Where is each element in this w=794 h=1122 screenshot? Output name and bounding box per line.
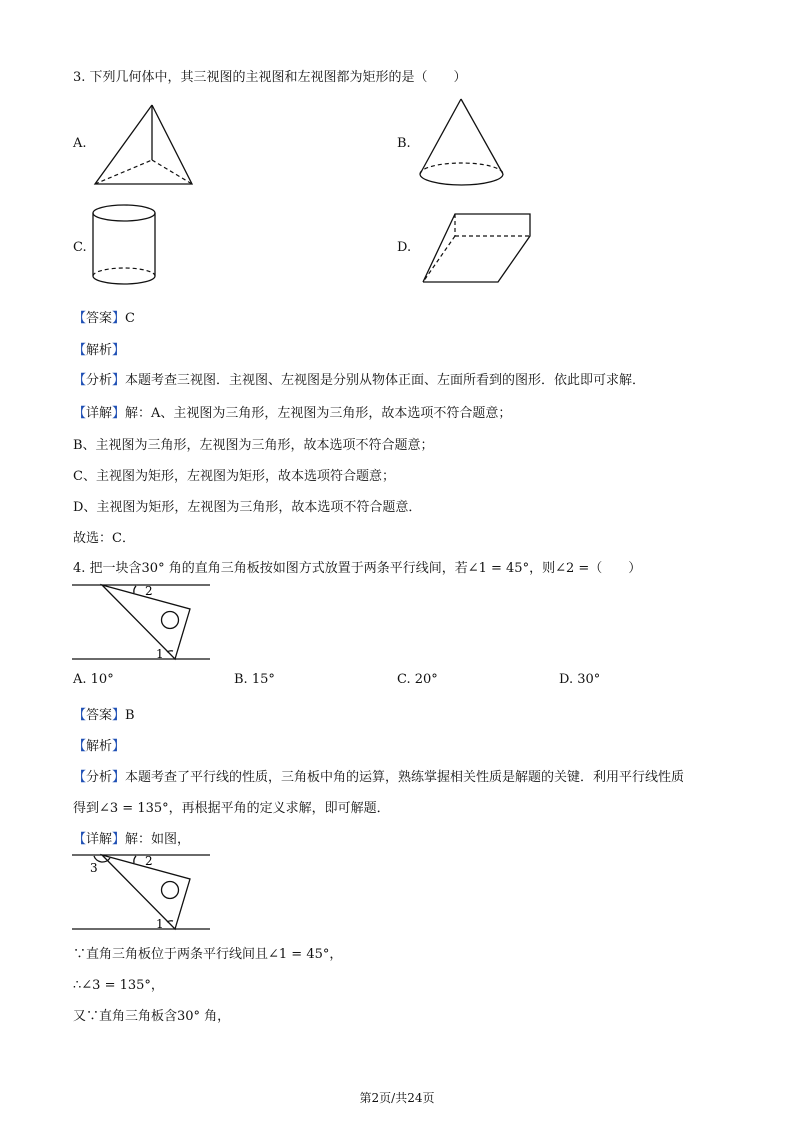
pyramid-figure xyxy=(90,100,200,190)
cone-figure xyxy=(415,95,510,190)
q4-answer: 【答案】B xyxy=(73,708,135,723)
angle-2-label: 2 xyxy=(145,854,153,868)
angle-1-label: 1 xyxy=(156,917,164,931)
page-footer: 第2页/共24页 xyxy=(359,1091,435,1105)
q4-figure xyxy=(72,580,212,664)
q4-fenxi-line-2: 得到∠3 = 135°，再根据平角的定义求解，即可解题． xyxy=(73,801,390,816)
q4-step-3: 又∵直角三角板含30° 角， xyxy=(73,1009,231,1024)
q4-step-1: ∵直角三角板位于两条平行线间且∠1 = 45°， xyxy=(73,947,343,962)
cylinder-figure xyxy=(90,202,162,292)
q4-option-a: A. 10° xyxy=(73,672,114,687)
q4-solution-figure xyxy=(72,850,212,934)
q4-stem: 4. 把一块含30° 角的直角三角板按如图方式放置于两条平行线间，若∠1 = 45°，则∠2 =（ ） xyxy=(73,561,642,576)
q4-option-b: B. 15° xyxy=(234,672,275,687)
q3-xiangjie-line-3: C、主视图为矩形，左视图为矩形，故本选项符合题意； xyxy=(73,469,395,484)
q3-option-d-label: D. xyxy=(397,240,412,255)
q4-option-c: C. 20° xyxy=(397,672,438,687)
q3-answer: 【答案】C xyxy=(73,311,135,326)
q3-fenxi: 【分析】本题考查三视图．主视图、左视图是分别从物体正面、左面所看到的图形．依此即可求解． xyxy=(73,373,646,388)
q4-fenxi-line-1: 【分析】本题考查了平行线的性质，三角板中角的运算，熟练掌握相关性质是解题的关键．利用平行线性质 xyxy=(73,770,685,785)
q4-option-d: D. 30° xyxy=(559,672,601,687)
q3-option-a-label: A. xyxy=(73,136,87,151)
q3-xiangjie-line-1: 【详解】解：A、主视图为三角形，左视图为三角形，故本选项不符合题意； xyxy=(73,406,512,421)
q3-stem: 3. 下列几何体中，其三视图的主视图和左视图都为矩形的是（ ） xyxy=(73,70,467,85)
angle-2-label: 2 xyxy=(145,584,153,598)
q3-analysis-heading: 【解析】 xyxy=(73,343,126,358)
angle-1-label: 1 xyxy=(156,647,164,661)
q3-option-b-label: B. xyxy=(397,136,411,151)
prism-figure xyxy=(418,210,533,288)
q3-xiangjie-line-4: D、主视图为矩形，左视图为三角形，故本选项不符合题意． xyxy=(73,500,422,515)
angle-3-label: 3 xyxy=(90,861,98,875)
q3-option-c-label: C. xyxy=(73,240,87,255)
q3-conclusion: 故选：C． xyxy=(73,531,135,546)
q3-xiangjie-line-2: B、主视图为三角形，左视图为三角形，故本选项不符合题意； xyxy=(73,438,434,453)
q4-analysis-heading: 【解析】 xyxy=(73,739,126,754)
q4-xiangjie: 【详解】解：如图， xyxy=(73,832,191,847)
q4-step-2: ∴∠3 = 135°， xyxy=(73,978,164,993)
